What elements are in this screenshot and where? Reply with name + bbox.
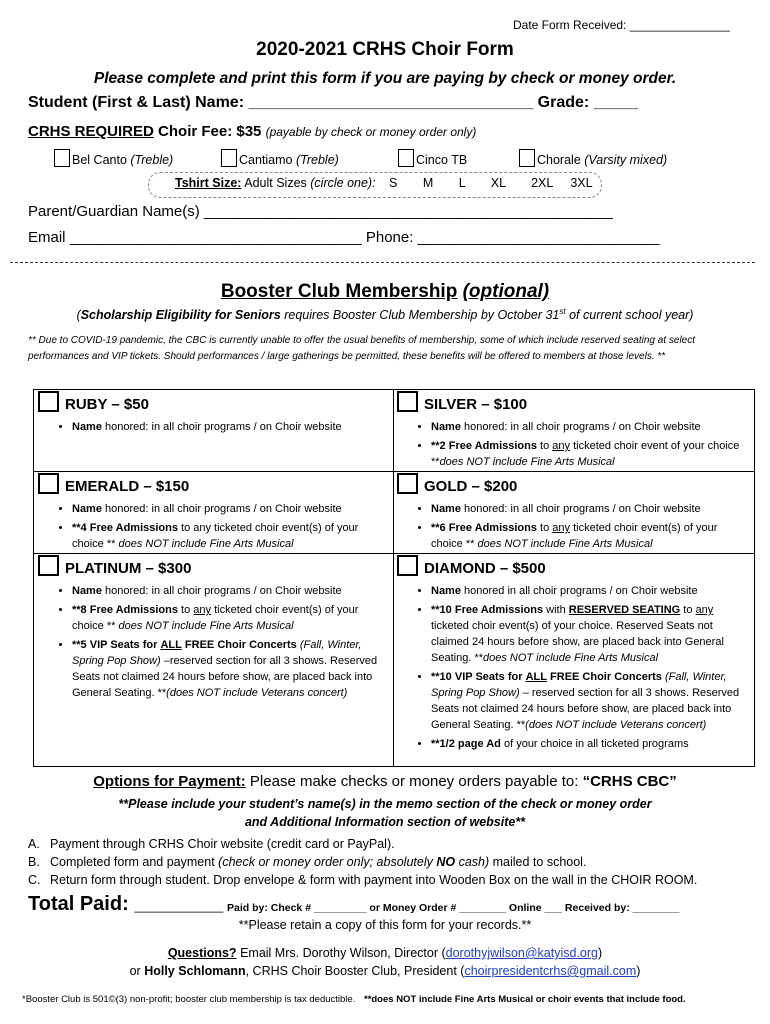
- tier-benefit: • Name honored: in all choir programs / on Choir website: [72, 583, 388, 599]
- scholarship-pre: (: [76, 308, 81, 323]
- form-title: 2020-2021 CRHS Choir Form: [256, 39, 514, 60]
- size-l[interactable]: L: [458, 176, 466, 190]
- payment-label: Options for Payment:: [93, 773, 246, 790]
- booster-title-text: Booster Club Membership: [220, 281, 458, 302]
- size-2xl[interactable]: 2XL: [531, 176, 553, 190]
- size-3xl[interactable]: 3XL: [570, 176, 593, 190]
- student-name-field[interactable]: ________________________________: [248, 94, 534, 111]
- instruction: Please complete and print this form if you are paying by check or money order.: [93, 70, 677, 87]
- footer-note: [22, 994, 686, 1005]
- president-email-link[interactable]: choirpresidentcrhs@gmail.com: [464, 964, 637, 978]
- cut-line: [10, 262, 755, 263]
- choir-name: Bel Canto: [72, 153, 127, 167]
- tier-benefit: • **10 VIP Seats for ALL FREE Choir Concerts (Fall, Winter, Spring Pop Show) – reserved section for all 3 shows. Reserved Seats not claimed 24 hours before show, are placed back into General Seating. **(does NOT include Veterans concert): [431, 669, 747, 733]
- booster-optional: (optional): [462, 281, 550, 302]
- silver-checkbox[interactable]: [397, 391, 418, 412]
- tshirt-note: (circle one):: [310, 176, 376, 190]
- platinum-checkbox[interactable]: [38, 555, 59, 576]
- retain-note: **Please retain a copy of this form for your records.**: [238, 918, 532, 932]
- grade-field[interactable]: _____: [593, 94, 639, 111]
- ruby-checkbox[interactable]: [38, 391, 59, 412]
- tier-title: SILVER – $100: [424, 396, 528, 413]
- president-name: Holly Schlomann: [144, 964, 246, 978]
- size-m[interactable]: M: [422, 176, 434, 190]
- grid-divider: [393, 390, 394, 766]
- payee: “CRHS CBC”: [582, 773, 677, 790]
- questions-text: Email Mrs. Dorothy Wilson, Director (: [240, 946, 446, 960]
- checkbox[interactable]: [519, 149, 535, 167]
- choir-name: Chorale: [537, 153, 581, 167]
- tier-title: PLATINUM – $300: [65, 560, 192, 577]
- scholarship-rest: requires Booster Club Membership by October 31: [284, 308, 560, 323]
- total-label: Total Paid:: [28, 893, 129, 915]
- phone-field[interactable]: _____________________________: [417, 229, 660, 246]
- choir-option[interactable]: [221, 149, 339, 167]
- tier-benefit: • **4 Free Admissions to any ticketed choir event(s) of your choice ** does NOT include Fine Arts Musical: [72, 520, 388, 552]
- student-name-label: Student (First & Last) Name:: [28, 94, 245, 111]
- choir-note: (Treble): [295, 153, 339, 167]
- student-row: [28, 94, 638, 112]
- size-s[interactable]: S: [389, 176, 398, 190]
- email-label: Email: [28, 229, 66, 246]
- phone-label: Phone:: [365, 229, 414, 246]
- questions-label: Questions?: [167, 946, 237, 960]
- tier-title: GOLD – $200: [424, 478, 518, 495]
- choir-note: (Treble): [130, 153, 174, 167]
- total-paid: [28, 893, 223, 916]
- choir-option[interactable]: [519, 149, 667, 167]
- gold-checkbox[interactable]: [397, 473, 418, 494]
- questions-line-2: or Holly Schlomann, CRHS Choir Booster Club, President (choirpresidentcrhs@gmail.com): [129, 964, 641, 978]
- tier-benefit: • **6 Free Admissions to any ticketed choir event(s) of your choice ** does NOT include Fine Arts Musical: [431, 520, 747, 552]
- tier-title: DIAMOND – $500: [424, 560, 546, 577]
- fee-label: Choir Fee: $35: [158, 123, 262, 140]
- grade-label: Grade:: [537, 94, 590, 111]
- total-field[interactable]: ________: [134, 893, 224, 915]
- fee-row: [28, 123, 476, 140]
- tier-platinum: [38, 555, 388, 704]
- tier-ruby: [38, 391, 388, 438]
- parent-label: Parent/Guardian Name(s): [28, 203, 200, 220]
- tier-benefit: • Name honored: in all choir programs / on Choir website: [431, 501, 747, 517]
- choir-option[interactable]: [398, 149, 467, 167]
- scholarship-bold: Scholarship Eligibility for Seniors: [80, 308, 281, 323]
- checkbox[interactable]: [398, 149, 414, 167]
- payment-text: Please make checks or money orders payable to:: [249, 773, 579, 790]
- tier-benefit: • Name honored: in all choir programs / on Choir website: [72, 419, 388, 435]
- tshirt-label: Tshirt Size:: [175, 176, 242, 190]
- date-received: Date Form Received: _______________: [513, 18, 730, 32]
- tier-benefit: • **1/2 page Ad of your choice in all ticketed programs: [431, 736, 747, 752]
- memo-line-1: **Please include your student’s name(s) in the memo section of the check or money order: [118, 797, 652, 811]
- emerald-checkbox[interactable]: [38, 473, 59, 494]
- choir-note: (Varsity mixed): [584, 153, 668, 167]
- scholarship-line: [0, 307, 770, 322]
- payment-item: C. Return form through student. Drop envelope & form with payment into Wooden Box on the wall in the CHOIR ROOM.: [28, 873, 698, 887]
- tier-title: RUBY – $50: [65, 396, 149, 413]
- parent-field[interactable]: _________________________________________________: [203, 203, 613, 220]
- office-use: Paid by: Check # _________ or Money Order # ________ Online ___ Received by: ________: [227, 902, 680, 914]
- size-xl[interactable]: XL: [490, 176, 506, 190]
- tier-gold: [397, 473, 747, 555]
- tier-benefit: • Name honored: in all choir programs / on Choir website: [72, 501, 388, 517]
- payment-methods: [28, 835, 697, 889]
- tshirt-row: [175, 176, 593, 190]
- choir-name: Cantiamo: [239, 153, 293, 167]
- email-field[interactable]: ___________________________________: [69, 229, 362, 246]
- checkbox[interactable]: [221, 149, 237, 167]
- footer-left: *Booster Club is 501©(3) non-profit; booster club membership is tax deductible.: [22, 994, 356, 1005]
- email-row: [28, 229, 660, 246]
- footer-right: **does NOT include Fine Arts Musical or choir events that include food.: [363, 994, 686, 1005]
- choir-name: Cinco TB: [416, 153, 468, 167]
- questions-line-1: Questions? Email Mrs. Dorothy Wilson, Director (dorothyjwilson@katyisd.org): [167, 946, 603, 960]
- payment-options: [0, 773, 770, 790]
- tier-benefit: • **2 Free Admissions to any ticketed choir event of your choice **does NOT include Fine Arts Musical: [431, 438, 747, 470]
- payment-item: A. Payment through CRHS Choir website (credit card or PayPal).: [28, 837, 395, 851]
- diamond-checkbox[interactable]: [397, 555, 418, 576]
- scholarship-sup: st: [559, 307, 566, 316]
- booster-title: [0, 281, 770, 303]
- payment-item: B. Completed form and payment (check or money order only; absolutely NO cash) mailed to school.: [28, 855, 587, 869]
- tier-silver: [397, 391, 747, 473]
- tier-benefit: • **8 Free Admissions to any ticketed choir event(s) of your choice ** does NOT include Fine Arts Musical: [72, 602, 388, 634]
- memo-line-2: and Additional Information section of website**: [244, 815, 526, 829]
- choir-option[interactable]: [54, 149, 173, 167]
- tier-benefit: • **5 VIP Seats for ALL FREE Choir Concerts (Fall, Winter, Spring Pop Show) –reserved section for all 3 shows. Reserved Seats not claimed 24 hours before show, are placed back into General Seating. **(does NOT include Veterans concert): [72, 637, 388, 701]
- tier-emerald: [38, 473, 388, 555]
- tier-benefit: • **10 Free Admissions with RESERVED SEATING to any ticketed choir event(s) of your choice. Reserved Seats not claimed 24 hours before show, are placed back into General Seating. **does NOT include Fine Arts Musical: [431, 602, 747, 666]
- director-email-link[interactable]: dorothyjwilson@katyisd.org: [445, 946, 598, 960]
- tier-benefit: • Name honored: in all choir programs / on Choir website: [431, 419, 747, 435]
- parent-row: [28, 203, 613, 220]
- tier-title: EMERALD – $150: [65, 478, 190, 495]
- checkbox[interactable]: [54, 149, 70, 167]
- tier-benefit: • Name honored in all choir programs / on Choir website: [431, 583, 747, 599]
- fee-note: (payable by check or money order only): [265, 125, 477, 139]
- tshirt-text: Adult Sizes: [244, 176, 307, 190]
- scholarship-end: of current school year): [569, 308, 694, 323]
- required-label: CRHS REQUIRED: [28, 123, 154, 140]
- tier-diamond: [397, 555, 747, 755]
- covid-note: ** Due to COVID-19 pandemic, the CBC is currently unable to offer the usual benefits of membership, some of which include reserved seating at select performances and VIP tickets. Should performances / large gatherings be permitted, these benefits will be offered to members at those levels. **: [28, 335, 696, 362]
